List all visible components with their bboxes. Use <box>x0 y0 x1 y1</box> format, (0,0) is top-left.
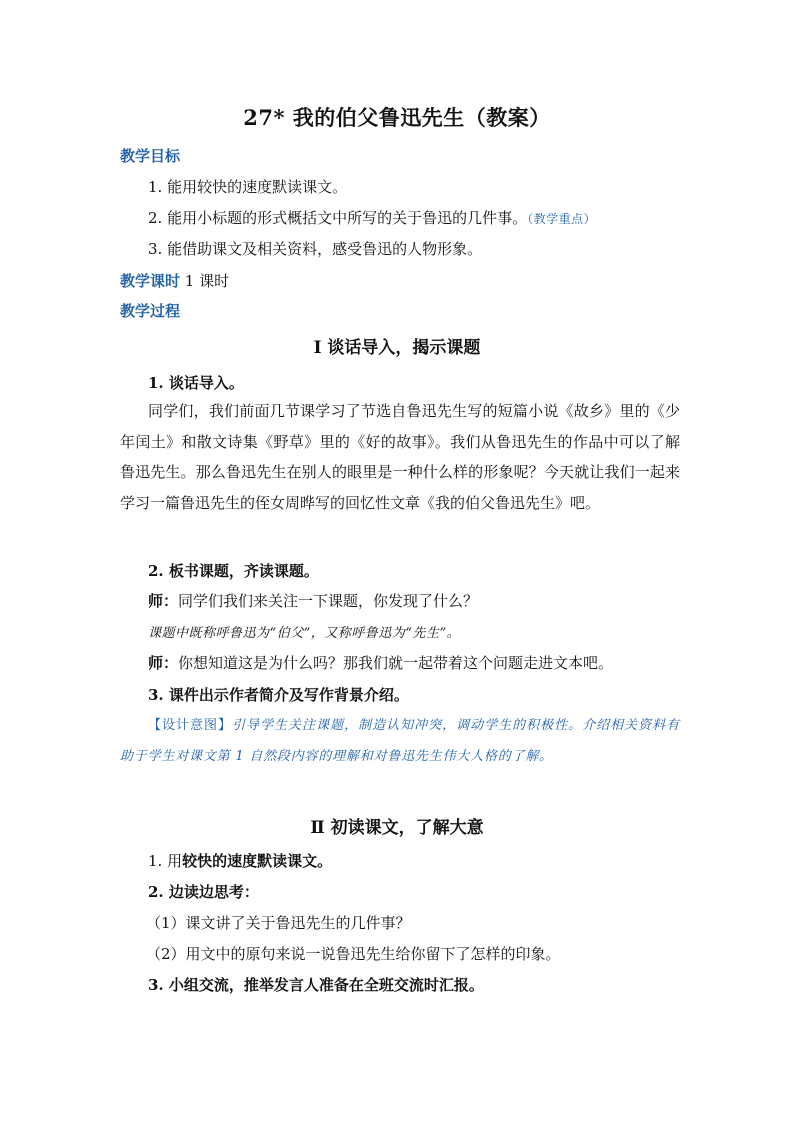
student-answer: 课题中既称呼鲁迅为“伯父”，又称呼鲁迅为“先生”。 <box>148 626 461 641</box>
teacher-line-1 <box>148 590 478 611</box>
section-1-step-3: 3. 课件出示作者简介及写作背景介绍。 <box>148 686 409 704</box>
design-intent-text: 引导学生关注课题，制造认知冲突，调动学生的积极性。介绍相关资料有助于学生对课文第 1 自然段内容的理解和对鲁迅先生伟大人格的了解。 <box>120 718 680 764</box>
period-heading <box>120 270 229 291</box>
period-value: 1 课时 <box>180 272 230 290</box>
teacher-line-2 <box>148 652 613 673</box>
teacher-text-2: 你想知道这是为什么吗？那我们就一起带着这个问题走进文本吧。 <box>178 654 614 672</box>
document-title: 27* 我的伯父鲁迅先生（教案） <box>243 105 551 130</box>
design-intent-label: 【设计意图】 <box>148 718 233 733</box>
section-1-step-2: 2. 板书课题，齐读课题。 <box>148 562 319 580</box>
section-2-step-1 <box>148 850 332 871</box>
question-2: （2）用文中的原句来说一说鲁迅先生给你留下了怎样的印象。 <box>146 945 561 963</box>
period-label: 教学课时 <box>120 272 181 290</box>
question-1: （1）课文讲了关于鲁迅先生的几件事？ <box>146 914 411 932</box>
teacher-label-2: 师： <box>148 654 179 672</box>
goals-heading: 教学目标 <box>120 147 181 165</box>
key-point-note: （教学重点） <box>527 212 597 226</box>
process-heading: 教学过程 <box>120 302 181 320</box>
goal-item-3: 3. 能借助课文及相关资料，感受鲁迅的人物形象。 <box>148 240 483 258</box>
teacher-text-1: 同学们我们来关注一下课题，你发现了什么？ <box>178 592 479 610</box>
section-1-step-1: 1. 谈话导入。 <box>148 374 244 392</box>
design-intent-paragraph <box>120 711 680 772</box>
intro-paragraph: 同学们，我们前面几节课学习了节选自鲁迅先生写的短篇小说《故乡》里的《少年闰土》和散文诗集《野草》里的《好的故事》。我们从鲁迅先生的作品中可以了解鲁迅先生。那么鲁迅先生在别人的眼里是一种什么样的形象呢？今天就让我们一起来学习一篇鲁迅先生的侄女周晔写的回忆性文章《我的伯父鲁迅先生》吧。 <box>120 402 680 512</box>
goal-item-1: 1. 能用较快的速度默读课文。 <box>148 178 348 196</box>
teacher-label-1: 师： <box>148 592 179 610</box>
section-1-title: Ⅰ 谈话导入，揭示课题 <box>313 338 481 358</box>
section-2-step-1-bold: 较快的速度默读课文。 <box>182 852 333 870</box>
goal-item-2-text: 2. 能用小标题的形式概括文中所写的关于鲁迅的几件事。 <box>148 209 528 227</box>
section-2-step-2: 2. 边读边思考： <box>148 883 259 901</box>
section-2-step-3: 3. 小组交流，推举发言人准备在全班交流时汇报。 <box>148 976 484 994</box>
section-2-step-1-prefix: 1. 用 <box>148 852 183 870</box>
goal-item-2 <box>148 207 596 228</box>
section-2-title: Ⅱ 初读课文，了解大意 <box>310 818 484 838</box>
